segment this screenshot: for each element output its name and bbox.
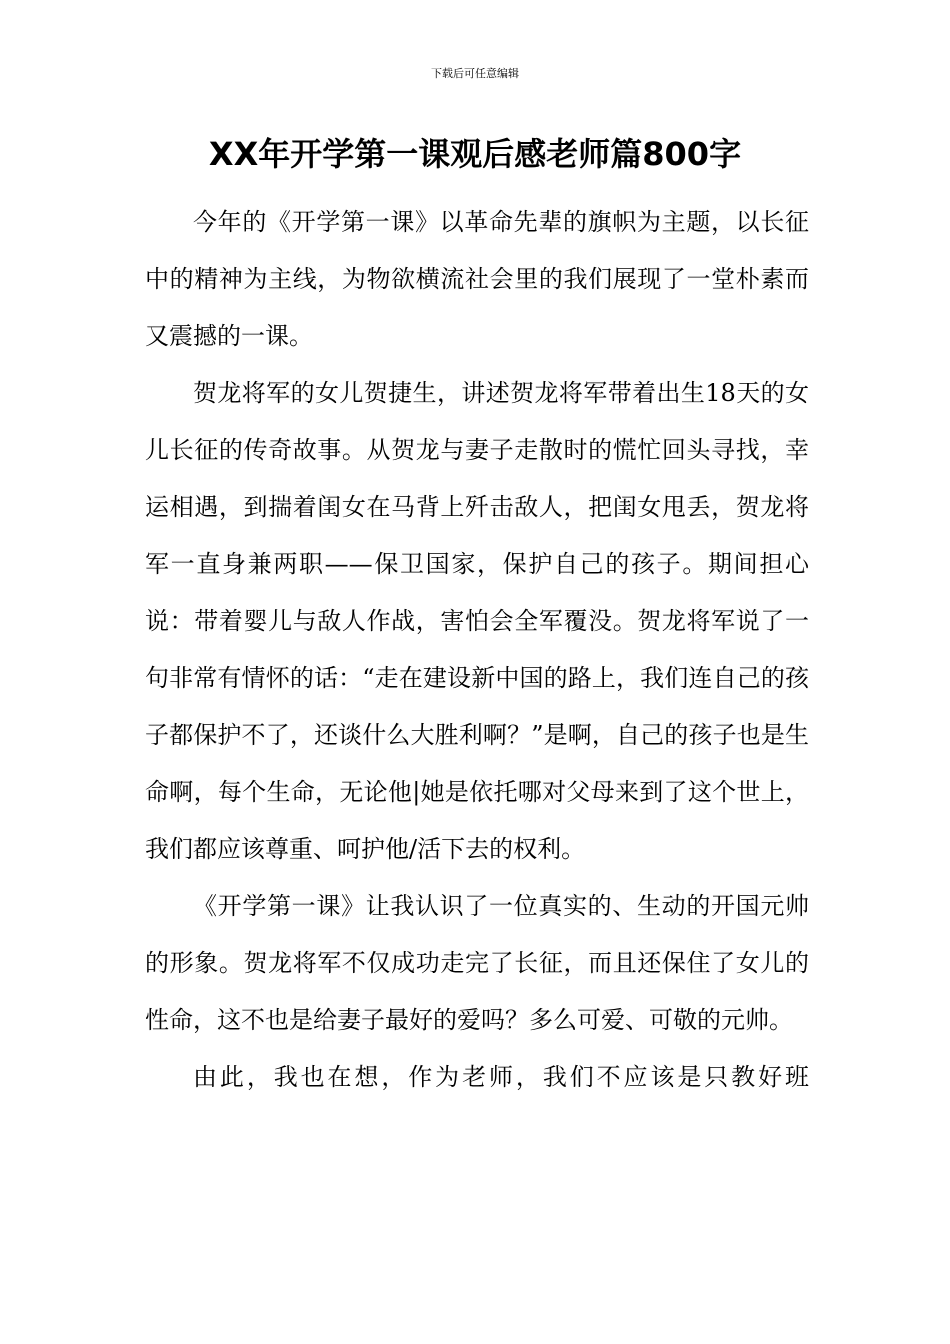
document-body	[145, 194, 809, 1106]
paragraph-helong-story: 贺龙将军的女儿贺捷生，讲述贺龙将军带着出生18天的女儿长征的传奇故事。从贺龙与妻子走散时的慌忙回头寻找，幸运相遇，到揣着闺女在马背上歼击敌人，把闺女甩丢，贺龙将军一直身兼两职——保卫国家，保护自己的孩子。期间担心说：带着婴儿与敌人作战，害怕会全军覆没。贺龙将军说了一句非常有情怀的话：“走在建设新中国的路上，我们连自己的孩子都保护不了，还谈什么大胜利啊？”是啊，自己的孩子也是生命啊，每个生命，无论他|她是依托哪对父母来到了这个世上，我们都应该尊重、呵护他/活下去的权利。	[145, 379, 809, 863]
paragraph-teacher-thoughts: 由此，我也在想，作为老师，我们不应该是只教好班	[193, 1063, 809, 1091]
document-title: XX年开学第一课观后感老师篇800字	[208, 135, 742, 173]
paragraph-intro: 今年的《开学第一课》以革命先辈的旗帜为主题，以长征中的精神为主线，为物欲横流社会里的我们展现了一堂朴素而又震撼的一课。	[145, 208, 809, 350]
paragraph-reflection: 《开学第一课》让我认识了一位真实的、生动的开国元帅的形象。贺龙将军不仅成功走完了长征，而且还保住了女儿的性命，这不也是给妻子最好的爱吗？多么可爱、可敬的元帅。	[145, 892, 809, 1034]
header-note: 下载后可任意编辑	[431, 67, 519, 80]
